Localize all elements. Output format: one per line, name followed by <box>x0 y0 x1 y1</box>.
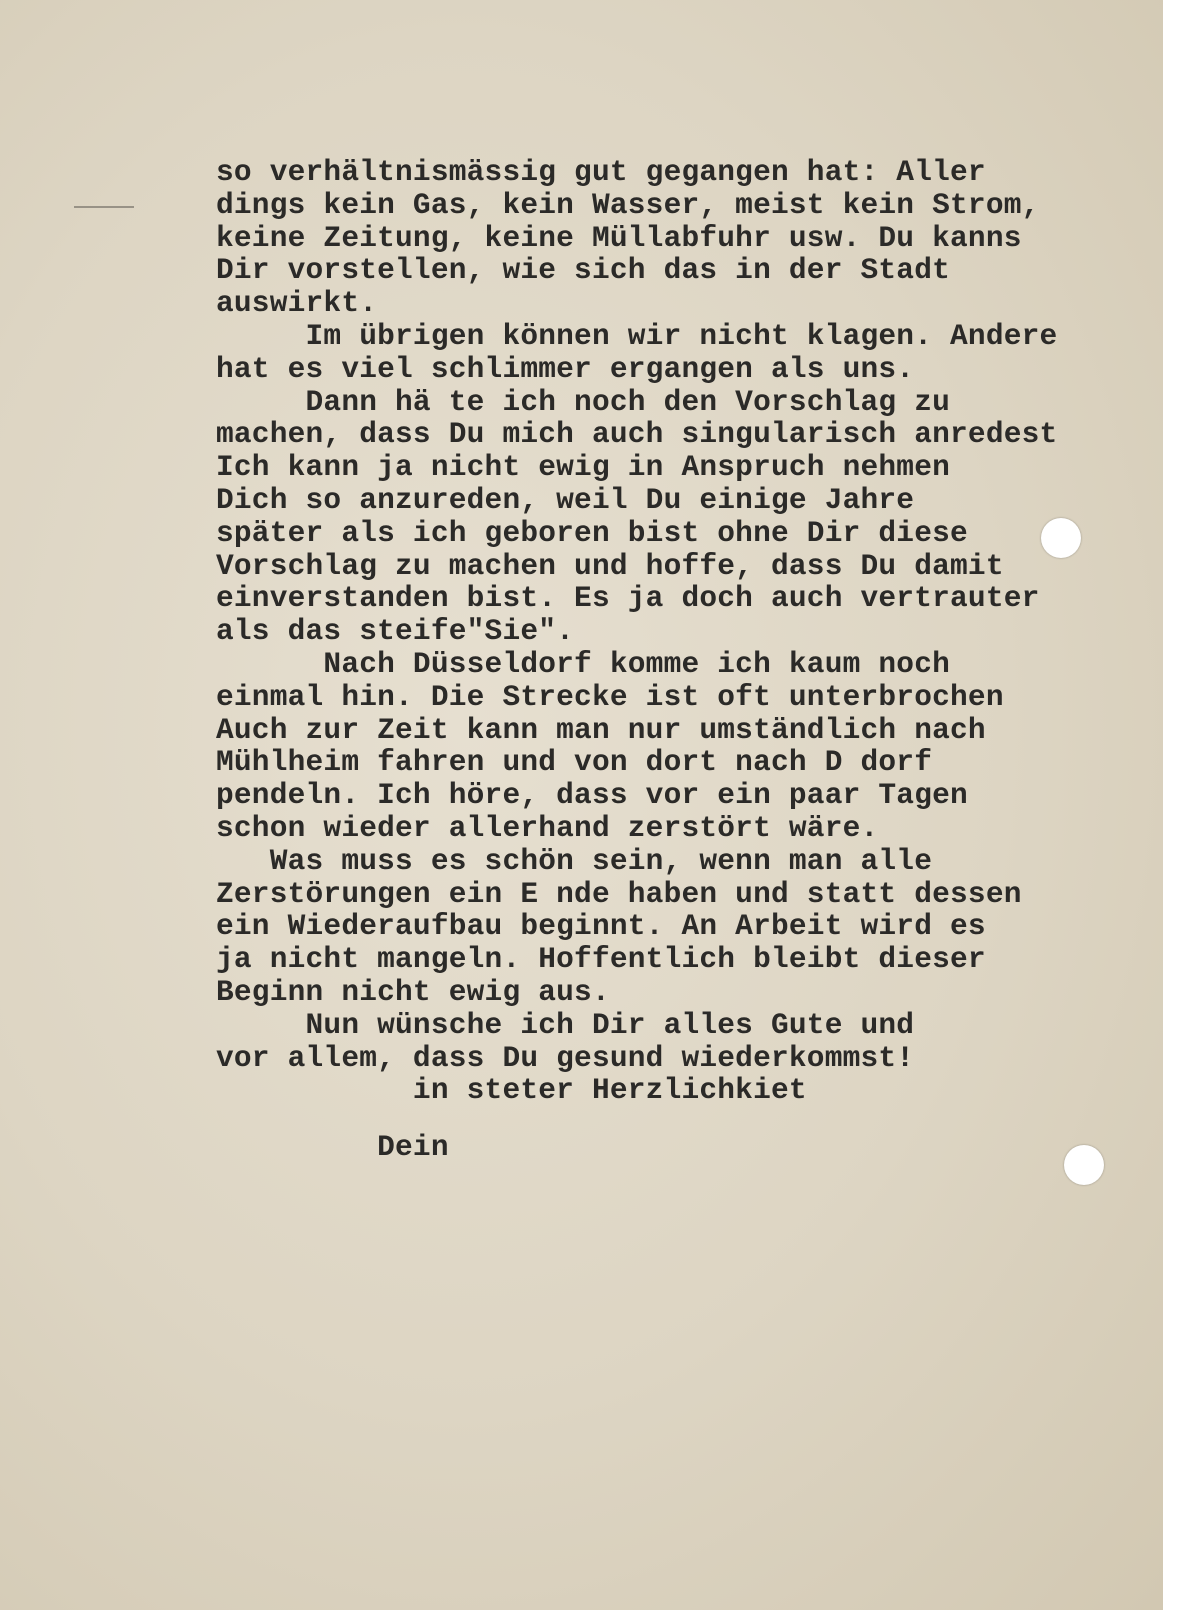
letter-line: einmal hin. Die Strecke ist oft unterbrochen <box>216 679 1004 714</box>
letter-line: in steter Herzlichkiet <box>216 1073 807 1108</box>
letter-line: einverstanden bist. Es ja doch auch vertrauter <box>216 581 1040 616</box>
letter-line: ja nicht mangeln. Hoffentlich bleibt dieser <box>216 942 986 977</box>
letter-line: pendeln. Ich höre, dass vor ein paar Tagen <box>216 778 968 813</box>
letter-line: dings kein Gas, kein Wasser, meist kein Strom, <box>216 187 1040 222</box>
letter-line: Was muss es schön sein, wenn man alle <box>216 843 933 878</box>
letter-line: Im übrigen können wir nicht klagen. Andere <box>216 318 1058 353</box>
letter-body <box>216 156 1156 1164</box>
page-edge-background <box>1163 0 1200 1610</box>
letter-line: schon wieder allerhand zerstört wäre. <box>216 810 879 845</box>
punch-hole <box>1064 1145 1104 1185</box>
letter-line: als das steife"Sie". <box>216 614 575 649</box>
letter-line: Mühlheim fahren und von dort nach D dorf <box>216 745 933 780</box>
letter-signature: Dein <box>216 1130 449 1165</box>
letter-line: auswirkt. <box>216 286 378 321</box>
letter-line: Ich kann ja nicht ewig in Anspruch nehmen <box>216 450 951 485</box>
punch-hole <box>1041 518 1081 558</box>
letter-line: Dir vorstellen, wie sich das in der Stadt <box>216 253 951 288</box>
letter-line: Auch zur Zeit kann man nur umständlich nach <box>216 712 986 747</box>
letter-line: ein Wiederaufbau beginnt. An Arbeit wird es <box>216 909 986 944</box>
letter-line: Dann hä te ich noch den Vorschlag zu <box>216 384 951 419</box>
letter-line: Dich so anzureden, weil Du einige Jahre <box>216 482 915 517</box>
letter-line: hat es viel schlimmer ergangen als uns. <box>216 351 915 386</box>
letter-line: so verhältnismässig gut gegangen hat: Aller <box>216 155 986 189</box>
letter-line: machen, dass Du mich auch singularisch anredest <box>216 417 1058 452</box>
letter-line: Zerstörungen ein E nde haben und statt dessen <box>216 876 1022 911</box>
letter-line: vor allem, dass Du gesund wiederkommst! <box>216 1040 915 1075</box>
letter-line: später als ich geboren bist ohne Dir diese <box>216 515 968 550</box>
letter-line: keine Zeitung, keine Müllabfuhr usw. Du kanns <box>216 220 1022 255</box>
letter-line: Nun wünsche ich Dir alles Gute und <box>216 1007 915 1042</box>
letter-line: Nach Düsseldorf komme ich kaum noch <box>216 646 951 681</box>
margin-mark <box>74 206 134 208</box>
letter-line: Beginn nicht ewig aus. <box>216 974 610 1009</box>
letter-line: Vorschlag zu machen und hoffe, dass Du damit <box>216 548 1004 583</box>
